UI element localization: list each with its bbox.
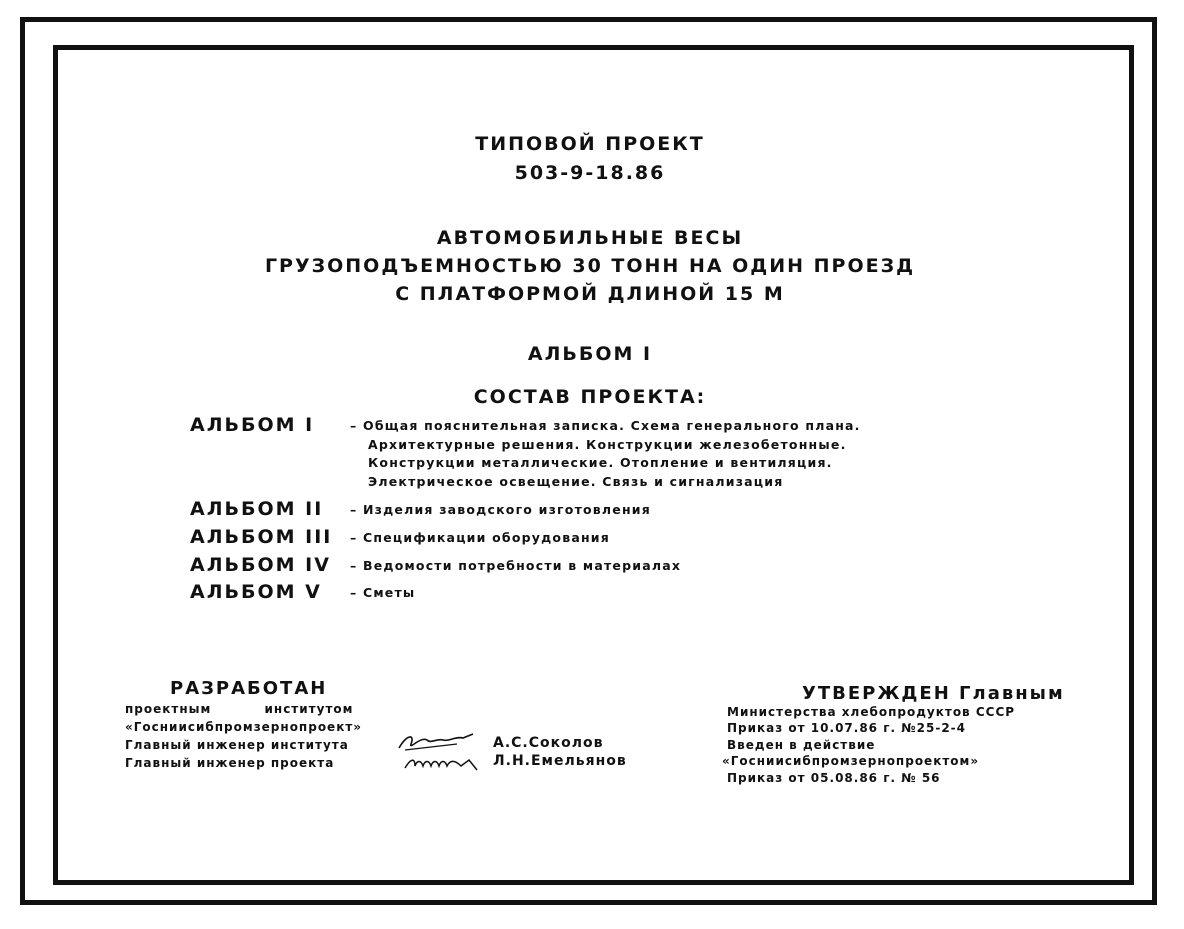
chief-project-label: Главный инженер проекта xyxy=(125,756,335,770)
project-number: 503-9-18.86 xyxy=(514,162,666,184)
developed-title: РАЗРАБОТАН xyxy=(170,678,328,699)
album-name: АЛЬБОМ I xyxy=(190,414,315,436)
approved-line-3: Введен в действие xyxy=(727,738,876,752)
album-description: – Ведомости потребности в материалах xyxy=(350,558,682,573)
approved-title: УТВЕРЖДЕН Главным xyxy=(802,683,1065,704)
signature-institute-icon xyxy=(397,730,477,752)
album-name: АЛЬБОМ III xyxy=(190,526,333,548)
developed-line-2: «Госниисибпромзернопроект» xyxy=(125,720,363,734)
album-name: АЛЬБОМ II xyxy=(190,498,324,520)
album-label: АЛЬБОМ I xyxy=(527,343,653,365)
album-name: АЛЬБОМ IV xyxy=(190,554,331,576)
chief-institute-name: А.С.Соколов xyxy=(493,735,604,751)
album-desc-line: Архитектурные решения. Конструкции железобетонные. xyxy=(368,436,847,452)
album-description xyxy=(350,417,861,491)
album-description: – Спецификации оборудования xyxy=(350,530,610,545)
album-desc-line: – Общая пояснительная записка. Схема генерального плана. xyxy=(350,418,861,433)
approved-line-2: Приказ от 10.07.86 г. №25-2-4 xyxy=(727,721,967,735)
title-line-1: АВТОМОБИЛЬНЫЕ ВЕСЫ xyxy=(436,227,744,249)
approved-line-5: Приказ от 05.08.86 г. № 56 xyxy=(727,771,941,785)
chief-project-name: Л.Н.Емельянов xyxy=(493,753,627,769)
title-line-3: С ПЛАТФОРМОЙ ДЛИНОЙ 15 М xyxy=(395,283,785,305)
project-type: ТИПОВОЙ ПРОЕКТ xyxy=(475,133,705,155)
album-description: – Изделия заводского изготовления xyxy=(350,502,651,517)
album-desc-line: Конструкции металлические. Отопление и вентиляция. xyxy=(368,455,833,470)
signature-project-icon xyxy=(403,752,483,774)
developed-line-1: проектным институтом xyxy=(125,702,354,716)
approved-line-4: «Госниисибпромзернопроектом» xyxy=(722,754,980,768)
album-description: – Сметы xyxy=(350,585,416,600)
chief-institute-label: Главный инженер института xyxy=(125,738,349,752)
title-line-2: ГРУЗОПОДЪЕМНОСТЬЮ 30 ТОНН НА ОДИН ПРОЕЗД xyxy=(264,255,916,277)
album-name: АЛЬБОМ V xyxy=(190,581,322,603)
approved-line-1: Министерства хлебопродуктов СССР xyxy=(727,705,1016,719)
contents-heading: СОСТАВ ПРОЕКТА: xyxy=(473,386,707,408)
album-desc-line: Электрическое освещение. Связь и сигнализация xyxy=(368,473,784,489)
